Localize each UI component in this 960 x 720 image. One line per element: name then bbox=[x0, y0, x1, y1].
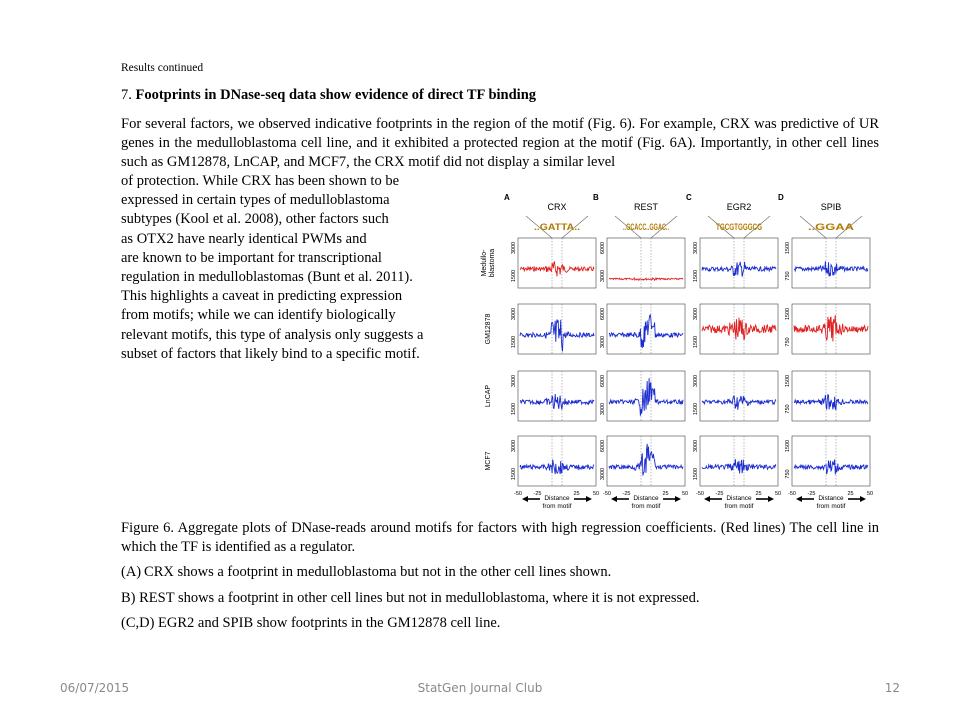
row-label-part: MCF7 bbox=[485, 451, 492, 471]
row-label bbox=[481, 249, 496, 278]
row-label-part: GM12878 bbox=[485, 313, 492, 345]
x-tick-label: -50 bbox=[514, 491, 522, 497]
x-tick-label: -25 bbox=[715, 491, 724, 497]
figure-6-footprint-grid bbox=[478, 188, 884, 510]
plot-frame bbox=[792, 436, 870, 486]
cell-line-trace bbox=[609, 315, 683, 348]
y-tick-label: 1500 bbox=[785, 374, 791, 388]
y-tick-label: 1500 bbox=[785, 241, 791, 255]
paragraph-line: This highlights a caveat in predicting expression bbox=[121, 288, 403, 305]
row-label-part: Medullo- bbox=[481, 249, 488, 277]
x-tick-label: -50 bbox=[696, 491, 704, 497]
paragraph-line: subset of factors that likely bind to a specific motif. bbox=[121, 345, 420, 362]
plot-frame bbox=[700, 371, 778, 421]
arrow-head-left-icon bbox=[611, 496, 617, 502]
regulator-trace bbox=[702, 318, 776, 340]
regulator-trace bbox=[609, 278, 683, 280]
row-label-part: LnCAP bbox=[485, 384, 492, 408]
y-tick-label: 3000 bbox=[600, 467, 606, 481]
row-label-part: blastoma bbox=[489, 248, 496, 278]
x-tick-label: 50 bbox=[592, 491, 600, 497]
y-tick-label: 1500 bbox=[785, 307, 791, 321]
y-tick-label: 1500 bbox=[693, 402, 699, 416]
plot-frame bbox=[792, 238, 870, 288]
y-tick-label: 1500 bbox=[693, 269, 699, 283]
x-axis-label: Distance bbox=[544, 495, 570, 502]
x-axis-label: from motif bbox=[816, 503, 846, 510]
y-tick-label: 6000 bbox=[600, 241, 606, 255]
paragraph-line: expressed in certain types of medulloblastoma bbox=[121, 192, 390, 209]
plot-frame bbox=[792, 371, 870, 421]
y-tick-label: 3000 bbox=[511, 374, 517, 388]
caption-line: (A) CRX shows a footprint in medulloblastoma but not in the other cell lines shown. bbox=[121, 564, 612, 581]
x-tick-label: -25 bbox=[622, 491, 631, 497]
page-number: 12 bbox=[884, 681, 900, 695]
plot-frame bbox=[518, 436, 596, 486]
regulator-trace bbox=[520, 262, 594, 277]
y-tick-label: 750 bbox=[785, 271, 791, 281]
y-tick-label: 3000 bbox=[600, 402, 606, 416]
row-label bbox=[485, 314, 492, 345]
y-tick-label: 3000 bbox=[511, 241, 517, 255]
caption-line: Figure 6. Aggregate plots of DNase-reads around motifs for factors with high regression coefficients. (Red lines) The cell line in which the TF is identified as a regulator. bbox=[121, 520, 879, 556]
plot-frame bbox=[607, 238, 685, 288]
y-tick-label: 750 bbox=[785, 404, 791, 414]
cell-line-trace bbox=[609, 378, 683, 416]
caption-line: B) REST shows a footprint in other cell lines but not in medulloblastoma, where it is not expressed. bbox=[121, 589, 700, 606]
x-axis-label: from motif bbox=[542, 503, 572, 510]
paragraph-line: regulation in medulloblastomas (Bunt et al. 2011). bbox=[121, 269, 413, 286]
motif-logo: ..GCACC..GGAC.. bbox=[623, 222, 669, 232]
x-tick-label: 50 bbox=[774, 491, 782, 497]
paragraph-line: from motifs; while we can identify biologically bbox=[121, 307, 396, 324]
footer-title: StatGen Journal Club bbox=[417, 681, 543, 695]
factor-name: EGR2 bbox=[726, 202, 752, 212]
y-tick-label: 6000 bbox=[600, 374, 606, 388]
cell-line-trace bbox=[794, 459, 868, 474]
paragraph-line: are known to be important for transcriptional bbox=[121, 249, 382, 266]
panel-letter: B bbox=[593, 193, 599, 202]
y-tick-label: 3000 bbox=[693, 307, 699, 321]
y-tick-label: 1500 bbox=[511, 269, 517, 283]
motif-logo: ..GGAA bbox=[808, 222, 855, 232]
motif-logo: TGCGTGGGCG bbox=[716, 222, 762, 232]
x-tick-label: 25 bbox=[847, 491, 854, 497]
wrapped-paragraph bbox=[121, 172, 461, 364]
arrow-head-right-icon bbox=[586, 496, 592, 502]
arrow-head-right-icon bbox=[768, 496, 774, 502]
paragraph-line: subtypes (Kool et al. 2008), other factors such bbox=[121, 211, 389, 228]
results-continued-label: Results continued bbox=[121, 62, 204, 74]
y-tick-label: 1500 bbox=[511, 402, 517, 416]
cell-line-trace bbox=[794, 395, 868, 410]
x-axis-label: Distance bbox=[818, 495, 844, 502]
arrow-head-left-icon bbox=[704, 496, 710, 502]
y-tick-label: 750 bbox=[785, 337, 791, 347]
y-tick-label: 3000 bbox=[693, 241, 699, 255]
x-tick-label: 25 bbox=[662, 491, 669, 497]
section-heading bbox=[121, 87, 879, 104]
y-tick-label: 1500 bbox=[511, 467, 517, 481]
intro-paragraph: For several factors, we observed indicative footprints in the region of the motif (Fig. 6). For example, CRX was predictive of UR genes in the medulloblastoma cell line, and it exhibited a protected region at the motif (Fig. 6A). Importantly, in other cell lines such as GM12878, LnCAP, and MCF7, the CRX motif did not display a similar level bbox=[121, 116, 879, 171]
panel-letter: C bbox=[686, 193, 692, 202]
factor-name: CRX bbox=[547, 202, 567, 212]
y-tick-label: 3000 bbox=[600, 269, 606, 283]
y-tick-label: 1500 bbox=[511, 335, 517, 349]
footer-date: 06/07/2015 bbox=[60, 681, 130, 695]
y-tick-label: 3000 bbox=[693, 439, 699, 453]
arrow-head-right-icon bbox=[860, 496, 866, 502]
cell-line-trace bbox=[794, 261, 868, 276]
x-axis-label: from motif bbox=[631, 503, 661, 510]
x-axis-label: Distance bbox=[726, 495, 752, 502]
regulator-trace bbox=[794, 315, 868, 341]
y-tick-label: 1500 bbox=[785, 439, 791, 453]
cell-line-trace bbox=[702, 396, 776, 410]
y-tick-label: 1500 bbox=[693, 467, 699, 481]
panel-letter: D bbox=[778, 193, 784, 202]
x-axis-label: Distance bbox=[633, 495, 659, 502]
plot-frame bbox=[700, 238, 778, 288]
y-tick-label: 750 bbox=[785, 469, 791, 479]
x-axis-label: from motif bbox=[724, 503, 754, 510]
panel-letter: A bbox=[504, 193, 510, 202]
x-tick-label: 25 bbox=[573, 491, 580, 497]
y-tick-label: 6000 bbox=[600, 307, 606, 321]
factor-name: SPIB bbox=[820, 202, 842, 212]
figure-caption bbox=[121, 519, 879, 639]
y-tick-label: 3000 bbox=[600, 335, 606, 349]
plot-frame bbox=[518, 371, 596, 421]
cell-line-trace bbox=[520, 320, 594, 352]
motif-logo: ..GATTA.. bbox=[534, 222, 580, 232]
paragraph-line: relevant motifs, this type of analysis only suggests a bbox=[121, 326, 424, 343]
y-tick-label: 3000 bbox=[693, 374, 699, 388]
x-tick-label: -25 bbox=[533, 491, 542, 497]
plot-frame bbox=[518, 304, 596, 354]
y-tick-label: 1500 bbox=[693, 335, 699, 349]
arrow-head-right-icon bbox=[675, 496, 681, 502]
y-tick-label: 3000 bbox=[511, 307, 517, 321]
row-label bbox=[485, 451, 492, 470]
y-tick-label: 6000 bbox=[600, 439, 606, 453]
x-tick-label: -50 bbox=[603, 491, 611, 497]
section-number: 7. bbox=[121, 87, 132, 103]
cell-line-trace bbox=[520, 394, 594, 410]
cell-line-trace bbox=[702, 262, 776, 277]
x-tick-label: -50 bbox=[788, 491, 796, 497]
section-title: Footprints in DNase-seq data show evidence of direct TF binding bbox=[135, 87, 537, 103]
x-tick-label: 50 bbox=[866, 491, 874, 497]
x-tick-label: -25 bbox=[807, 491, 816, 497]
x-tick-label: 25 bbox=[755, 491, 762, 497]
cell-line-trace bbox=[702, 459, 776, 473]
row-label bbox=[485, 385, 492, 408]
paragraph-line: of protection. While CRX has been shown to be bbox=[121, 173, 399, 189]
plot-frame bbox=[518, 238, 596, 288]
factor-name: REST bbox=[633, 202, 659, 212]
x-tick-label: 50 bbox=[681, 491, 689, 497]
caption-line: (C,D) EGR2 and SPIB show footprints in the GM12878 cell line. bbox=[121, 614, 501, 631]
arrow-head-left-icon bbox=[796, 496, 802, 502]
y-tick-label: 3000 bbox=[511, 439, 517, 453]
cell-line-trace bbox=[520, 460, 594, 475]
cell-line-trace bbox=[609, 444, 683, 476]
arrow-head-left-icon bbox=[522, 496, 528, 502]
paragraph-line: as OTX2 have nearly identical PWMs and bbox=[121, 230, 367, 247]
